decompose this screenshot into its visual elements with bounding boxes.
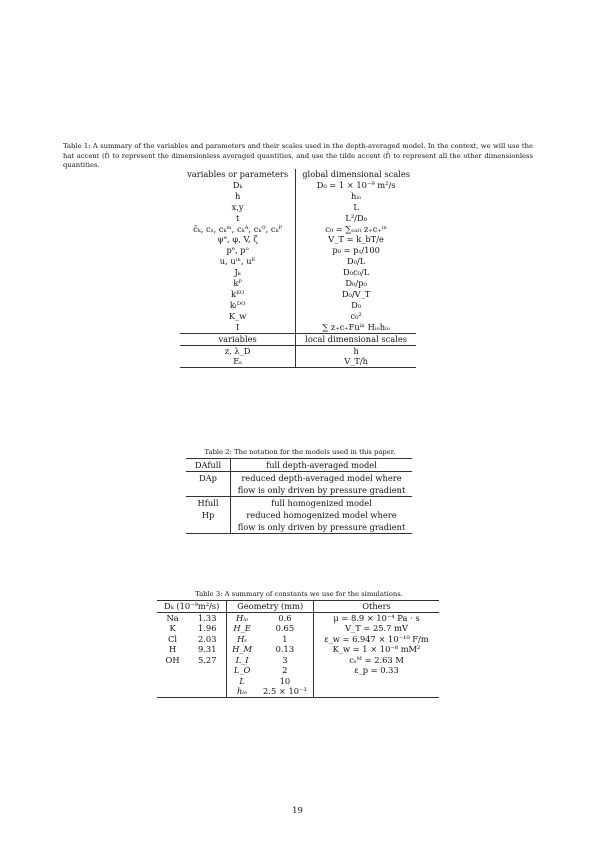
table-row	[180, 224, 416, 235]
table1-var: Jₖ	[180, 267, 296, 278]
table3-species	[157, 676, 188, 687]
table1-scale: V_T = k_bT/e	[328, 234, 384, 245]
table1-var: ψᵉ, φ, V, ζ	[180, 234, 296, 245]
table-row	[180, 322, 416, 333]
table1-header-row	[180, 169, 416, 180]
table-row	[157, 686, 439, 697]
table3-geom-symbol: L_I	[235, 654, 249, 665]
table2-model: DAp	[186, 472, 231, 485]
table-row	[157, 676, 439, 687]
table-row	[186, 484, 412, 497]
table-row	[186, 472, 412, 485]
table3-geom-symbol: hᵢₒ	[227, 686, 257, 697]
table3-geom-value: 2.5 × 10⁻³	[257, 686, 314, 697]
table-row	[157, 612, 439, 623]
table1-var: kᴱᴼ	[180, 289, 296, 300]
table3-species: Cl	[168, 633, 178, 644]
table1-scale: L²/D₀	[345, 212, 367, 223]
table3-other	[314, 686, 439, 697]
table1-subheader-col2: local dimensional scales	[296, 333, 416, 345]
table2-caption: Table 2: The notation for the models used in this paper.	[204, 448, 396, 456]
table3-other: μ = 8.9 × 10⁻⁴ Pa · s	[333, 612, 420, 623]
table3	[157, 600, 439, 698]
table3-other: ε_p = 0.33	[354, 665, 399, 675]
table3-geom-value: 3	[257, 655, 314, 666]
table3-header-geometry: Geometry (mm)	[227, 601, 314, 613]
table2-desc: flow is only driven by pressure gradient	[231, 521, 413, 534]
table3-species: H	[168, 644, 177, 654]
table1-scale: D₀/L	[346, 256, 366, 267]
table-row	[180, 278, 416, 289]
table1-scale: D₀	[351, 299, 362, 310]
table-row	[157, 655, 439, 666]
table3-geom-value: 2	[257, 665, 314, 676]
page-number: 19	[292, 806, 303, 816]
table1-scale: D₀c₀/L	[342, 267, 370, 278]
table1-caption: Table 1: A summary of the variables and parameters and their scales used in the depth-averaged model. In the context, we will use the hat accent (f̂) to represent the dimensionless averaged quantities, and use the tilde accent (f̃) to represent all the other dimensionless quantities.	[63, 142, 533, 170]
table-row	[180, 345, 416, 356]
table3-species: K	[169, 623, 176, 633]
table-row	[157, 665, 439, 676]
table3-header-others: Others	[314, 601, 439, 613]
table1-scale: c₀ = ∑ₛₐₗₜ z₊c₊ⁱⁿ	[325, 223, 388, 234]
table1-scale: D₀ = 1 × 10⁻⁹ m²/s	[316, 179, 396, 190]
table3-geom-value: 1	[257, 634, 314, 645]
table1	[180, 169, 416, 368]
table-row	[180, 245, 416, 256]
table1-scale: L	[353, 201, 359, 212]
table3-geom-value: 10	[257, 676, 314, 687]
table3-geom-symbol: L	[239, 675, 245, 686]
table-row	[180, 180, 416, 191]
table2-model: Hfull	[186, 497, 231, 510]
table3-other: cₛᴹ = 2.63 M	[349, 654, 404, 665]
table-row	[180, 191, 416, 202]
table1-scale: h	[353, 345, 359, 356]
table3-diffusivity	[188, 686, 227, 697]
table1-scale: ∑ z₊c₊Fuⁱⁿ Hᵢₒhᵢₒ	[322, 321, 390, 332]
table-row	[180, 202, 416, 213]
table1-var: x,y	[180, 202, 296, 213]
table1-scale: c₀²	[350, 310, 362, 321]
table-row	[180, 234, 416, 245]
table1-header-col2: global dimensional scales	[302, 169, 410, 179]
table1-subheader-col1: variables	[180, 333, 296, 345]
table3-diffusivity	[188, 665, 227, 676]
table1-header-col1: variables or parameters	[180, 169, 296, 180]
table3-header-row	[157, 601, 439, 613]
table1-var: kᴾ	[180, 278, 296, 289]
table1-scale: D₀/V_T	[341, 288, 371, 299]
table-row	[180, 256, 416, 267]
table3-geom-symbol: Hₛ	[237, 633, 248, 644]
table1-scale: hᵢₒ	[351, 190, 362, 201]
table3-species: Na	[166, 612, 179, 623]
table-row	[186, 497, 412, 510]
table2-desc: reduced depth-averaged model where	[231, 472, 413, 485]
table1-scale: V_T/h	[296, 356, 416, 367]
table1-var: z, λ_D	[180, 345, 296, 356]
table-row	[180, 356, 416, 367]
table-row	[180, 311, 416, 322]
table1-var: Dₖ	[180, 180, 296, 191]
table-row	[180, 267, 416, 278]
table2-model: Hp	[186, 509, 231, 521]
table-row	[157, 623, 439, 634]
table2-model: DAfull	[186, 459, 231, 472]
table1-var: Eₛ	[180, 356, 296, 367]
table1-var: kₗᴰᴼ	[180, 300, 296, 311]
table3-geom-symbol: L_O	[233, 665, 251, 675]
table1-var: u, uⁱⁿ, uᴱ	[180, 256, 296, 267]
table3-diffusivity: 1.96	[188, 623, 227, 634]
table3-caption: Table 3: A summary of constants we use for the simulations.	[195, 590, 403, 598]
table-row	[180, 213, 416, 224]
table3-geom-symbol: H_M	[232, 644, 253, 654]
table3-species	[157, 665, 188, 676]
table3-diffusivity	[188, 676, 227, 687]
table-row	[186, 521, 412, 534]
table1-scale: p₀ = pₛ/100	[332, 245, 380, 256]
table-row	[186, 509, 412, 521]
table-row	[180, 289, 416, 300]
table1-scale: D₀/p₀	[345, 278, 367, 289]
table3-diffusivity: 2.03	[188, 634, 227, 645]
table3-other: ε_w = 6.947 × 10⁻¹⁰ F/m	[324, 633, 429, 644]
table-row	[186, 459, 412, 472]
table2-model	[186, 521, 231, 534]
table3-geom-value: 0.13	[257, 644, 314, 655]
table3-diffusivity: 9.31	[188, 644, 227, 655]
table1-var: pᵉ, pᵒ	[180, 245, 296, 256]
table1-var: K_w	[180, 311, 296, 322]
table-row	[157, 634, 439, 645]
table1-var: h	[180, 191, 296, 202]
table2-desc: reduced homogenized model where	[246, 510, 397, 520]
table3-other: K_w = 1 × 10⁻⁸ mM²	[332, 644, 421, 654]
table1-var: c̄ₖ, cₛ, cₖⁱⁿ, cₖᴬ, cₖᴼ, cₖᴾ	[180, 224, 296, 235]
table3-other: V_T = 25.7 mV	[345, 623, 408, 633]
table-row	[180, 300, 416, 311]
table1-subheader-row	[180, 333, 416, 345]
table-row	[157, 644, 439, 655]
table3-header-diffusivity: Dₖ (10⁻⁹m²/s)	[157, 601, 227, 613]
table3-geom-symbol: Hᵢₒ	[236, 612, 249, 623]
table3-diffusivity: 5.27	[188, 655, 227, 666]
table3-geom-symbol: H_E	[233, 623, 251, 633]
table3-geom-value: 0.65	[257, 623, 314, 634]
table2	[186, 458, 412, 534]
table2-model	[186, 484, 231, 497]
table3-geom-value: 0.6	[257, 612, 314, 623]
table3-other	[314, 676, 439, 687]
table1-var: I	[180, 322, 296, 333]
table1-var: t	[180, 213, 296, 224]
table3-species	[157, 686, 188, 697]
table3-species: OH	[165, 654, 180, 665]
table2-desc: full homogenized model	[231, 497, 413, 510]
table2-desc: flow is only driven by pressure gradient	[237, 485, 406, 495]
table3-diffusivity: 1.33	[188, 612, 227, 623]
table2-desc: full depth-averaged model	[231, 459, 413, 472]
